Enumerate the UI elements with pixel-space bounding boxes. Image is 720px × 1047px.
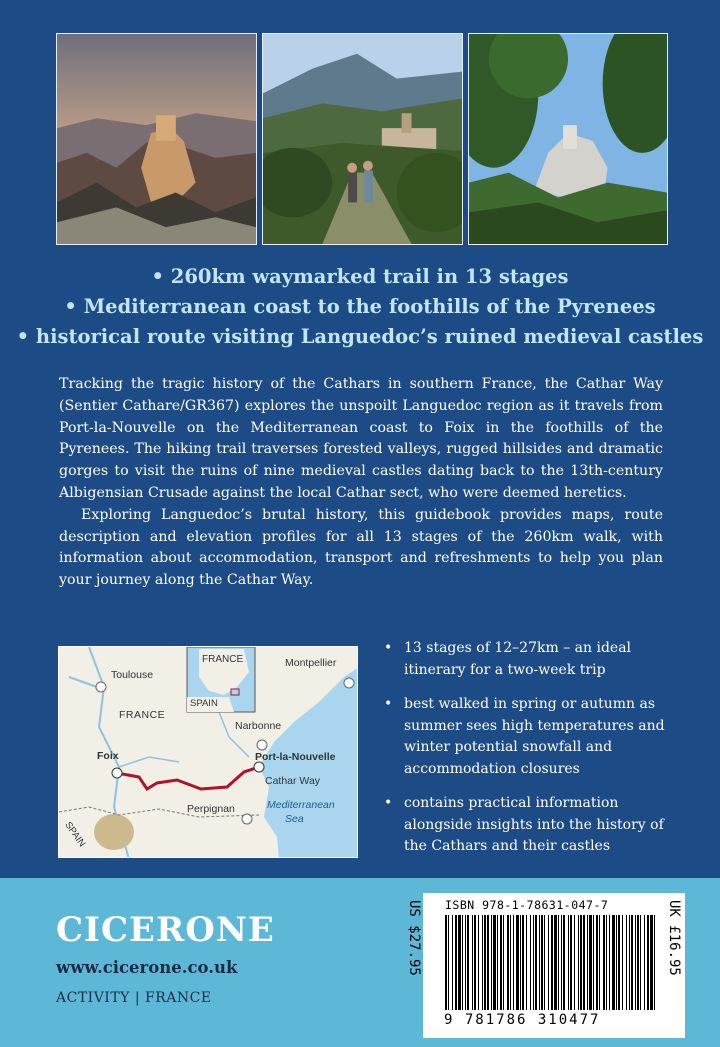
barcode-bar xyxy=(548,915,549,1010)
route-map xyxy=(58,646,358,858)
barcode-number: 9 781786 310477 xyxy=(444,1012,601,1028)
map-label-inset-france: FRANCE xyxy=(202,654,244,665)
feature-bullet: • contains practical information alongside insights into the history of the Cathars and their castles xyxy=(384,795,664,854)
map-label-sea: Mediterranean xyxy=(267,799,335,811)
map-label-france: FRANCE xyxy=(119,709,166,721)
barcode-bar xyxy=(544,915,545,1010)
publisher-url[interactable]: www.cicerone.co.uk xyxy=(56,958,238,977)
barcode-bar xyxy=(493,915,496,1010)
barcode-bar xyxy=(609,915,610,1010)
barcode-bar xyxy=(462,915,463,1010)
photo-castle-sunset xyxy=(56,33,257,245)
barcode-bar xyxy=(558,915,559,1010)
barcode-bar xyxy=(541,915,543,1010)
map-label-inset-spain: SPAIN xyxy=(190,698,218,709)
headline-bullets xyxy=(0,262,720,352)
barcode-bar xyxy=(640,915,641,1010)
barcode-bar xyxy=(503,915,504,1010)
barcode-bar xyxy=(644,915,645,1010)
map-label-toulouse: Toulouse xyxy=(111,669,154,681)
map-label-port-la-nouvelle: Port-la-Nouvelle xyxy=(255,751,336,763)
barcode-bar xyxy=(593,915,594,1010)
feature-bullets xyxy=(382,638,682,871)
barcode-bar xyxy=(587,915,588,1010)
barcode-bar xyxy=(533,915,534,1010)
barcode-bar xyxy=(637,915,639,1010)
barcode-bar xyxy=(631,915,633,1010)
barcode-bar xyxy=(458,915,461,1010)
barcode-bar xyxy=(448,915,449,1010)
map-label-foix: Foix xyxy=(97,750,119,762)
description-paragraph: Tracking the tragic history of the Cathars in southern France, the Cathar Way (Sentier Cathare/GR367) explores the unspoilt Languedoc region as it travels from Port-la-Nouvelle on the Mediterranean coast to Foix in the foothills of the Pyrenees. The hiking trail traverses forested valleys, rugged hillsides and dramatic gorges to visit the ruins of nine medieval castles dating back to the 13th-century Albigensian Crusade against the local Cathar sect, who were deemed heretics. xyxy=(59,376,663,501)
feature-bullet: • 13 stages of 12–27km – an ideal itinerary for a two-week trip xyxy=(384,640,632,678)
map-label-sea-2: Sea xyxy=(285,813,304,825)
description-paragraph: Exploring Languedoc’s brutal history, this guidebook provides maps, route description and elevation profiles for all 13 stages of the 260km walk, with information about accommodation, transport and refreshments to help you plan your journey along the Cathar Way. xyxy=(59,506,663,589)
barcode-bar xyxy=(616,915,617,1010)
barcode-bar xyxy=(487,915,489,1010)
barcode-bar xyxy=(500,915,502,1010)
barcode-bar xyxy=(574,915,575,1010)
map-label-perpignan: Perpignan xyxy=(187,803,235,815)
barcode-bar xyxy=(654,915,655,1010)
barcode-bar xyxy=(482,915,483,1010)
barcode-bar xyxy=(478,915,479,1010)
description xyxy=(59,374,663,592)
barcode-bar xyxy=(606,915,607,1010)
barcode-bar xyxy=(467,915,469,1010)
barcode-bar xyxy=(618,915,620,1010)
barcode-bar xyxy=(510,915,511,1010)
barcode-bar xyxy=(455,915,457,1010)
price-uk: UK £16.95 xyxy=(666,900,682,976)
barcode-bar xyxy=(578,915,579,1010)
photo-castle-ruins xyxy=(468,33,668,245)
barcode-bar xyxy=(491,915,492,1010)
barcode-bar xyxy=(516,915,519,1010)
barcode-bar xyxy=(563,915,565,1010)
photo-hikers xyxy=(262,33,463,245)
barcode-bar xyxy=(452,915,453,1010)
map-label-montpellier: Montpellier xyxy=(285,657,337,669)
barcode-bar xyxy=(551,915,553,1010)
barcode-bar xyxy=(647,915,649,1010)
headline-bullet: • 260km waymarked trail in 13 stages xyxy=(151,265,569,288)
barcode-bar xyxy=(465,915,466,1010)
category-label: ACTIVITY | FRANCE xyxy=(56,990,212,1006)
barcode-bar xyxy=(507,915,509,1010)
feature-bullet: • best walked in spring or autumn as summer sees high temperatures and winter potential snowfall and accommodation closures xyxy=(384,696,665,777)
barcode-bar xyxy=(513,915,514,1010)
barcode-bar xyxy=(626,915,627,1010)
barcode-bar xyxy=(484,915,486,1010)
barcode-bar xyxy=(535,915,537,1010)
barcode-bar xyxy=(474,915,476,1010)
photo-strip xyxy=(56,33,668,245)
barcode-bar xyxy=(570,915,572,1010)
barcode-bar xyxy=(583,915,585,1010)
barcode-bar xyxy=(539,915,540,1010)
map-label-cathar-way: Cathar Way xyxy=(265,775,321,787)
barcode-bar xyxy=(520,915,521,1010)
barcode-bar xyxy=(530,915,531,1010)
barcode-bar xyxy=(629,915,630,1010)
barcode-bar xyxy=(580,915,582,1010)
barcode-bar xyxy=(497,915,498,1010)
barcode-bar xyxy=(554,915,557,1010)
barcode-bar xyxy=(472,915,473,1010)
publisher-logo: CICERONE xyxy=(56,910,275,950)
barcode-bar xyxy=(561,915,562,1010)
map-label-spain: SPAIN xyxy=(62,819,88,850)
barcode-bar xyxy=(568,915,569,1010)
barcode-bar xyxy=(635,915,636,1010)
price-us: US $27.95 xyxy=(406,900,422,976)
barcode xyxy=(445,915,659,1010)
barcode-bar xyxy=(603,915,605,1010)
map-label-narbonne: Narbonne xyxy=(235,720,282,732)
barcode-bar xyxy=(526,915,527,1010)
barcode-bar xyxy=(622,915,623,1010)
barcode-bar xyxy=(599,915,600,1010)
barcode-bar xyxy=(445,915,447,1010)
headline-bullet: • Mediterranean coast to the foothills of the Pyrenees xyxy=(64,295,656,318)
isbn-label: ISBN 978-1-78631-047-7 xyxy=(445,898,609,912)
barcode-bar xyxy=(522,915,524,1010)
barcode-bar xyxy=(589,915,592,1010)
barcode-bar xyxy=(596,915,598,1010)
barcode-bar xyxy=(612,915,615,1010)
barcode-bar xyxy=(650,915,653,1010)
headline-bullet: • historical route visiting Languedoc’s ruined medieval castles xyxy=(16,325,704,348)
